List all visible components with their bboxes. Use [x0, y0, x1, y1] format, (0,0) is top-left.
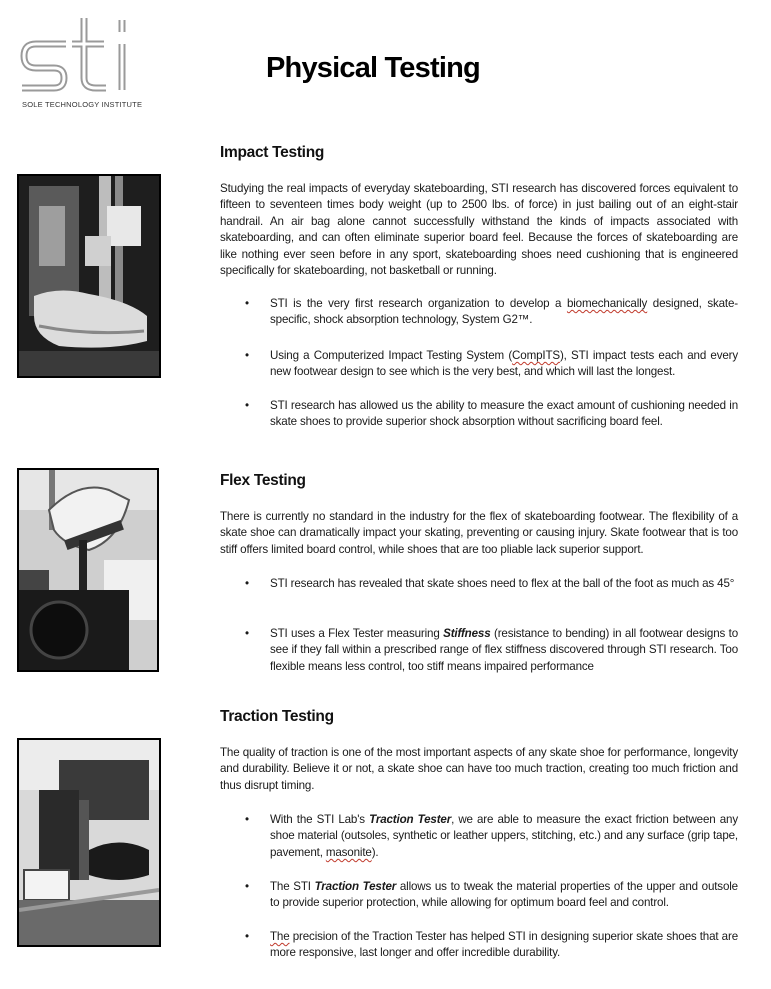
page-title: Physical Testing [266, 52, 480, 84]
bullet-dot: • [245, 930, 249, 943]
bullet-dot: • [245, 627, 249, 640]
list-item: • STI research has allowed us the ability to measure the exact amount of cushioning needed in skate shoes to provide superior shock absorption without sacrificing board feel. [245, 399, 738, 429]
flex-paragraph: There is currently no standard in the industry for the flex of skateboarding footwear. The flexibility of a skate shoe can dramatically impact your skating, preventing or causing injury. Skate footwear that is too stiff offers limited board control, while shoes that are too pliable lack superior support. [220, 510, 738, 556]
list-item: • With the STI Lab's Traction Tester, we are able to measure the exact friction between any shoe material (outsoles, synthetic or leather uppers, stitching, etc.) and any surface (grip tape, pavement, masonite). [245, 813, 738, 859]
sti-logo [18, 4, 138, 114]
bullet-dot: • [245, 880, 249, 893]
list-item: • STI uses a Flex Tester measuring Stiffness (resistance to bending) in all footwear designs to see if they fall within a prescribed range of flex stiffness discovered through STI research. Too flexible means less control, too stiff means impaired performance [245, 627, 738, 673]
list-item: • Using a Computerized Impact Testing System (CompITS), STI impact tests each and every new footwear design to see which is the very best, and which will last the longest. [245, 349, 738, 379]
bullet-dot: • [245, 577, 249, 590]
list-item: • The precision of the Traction Tester has helped STI in designing superior skate shoes that are more responsive, last longer and offer incredible durability. [245, 930, 738, 960]
section-heading-flex: Flex Testing [220, 472, 306, 489]
bullet-dot: • [245, 399, 249, 412]
list-item: • STI research has revealed that skate shoes need to flex at the ball of the foot as much as 45° [245, 576, 738, 592]
impact-test-photo [17, 174, 161, 378]
traction-paragraph: The quality of traction is one of the most important aspects of any skate shoe for performance, longevity and durability. Believe it or not, a skate shoe can have too much traction, creating too much friction and thus disrupt timing. [220, 746, 738, 792]
list-item: • STI is the very first research organization to develop a biomechanically designed, skate-specific, shock absorption technology, System G2™. [245, 297, 738, 327]
bullet-dot: • [245, 349, 249, 362]
logo-subtitle: SOLE TECHNOLOGY INSTITUTE [22, 100, 143, 109]
traction-test-photo [17, 738, 161, 947]
svg-text:sti: sti [18, 4, 19, 5]
bullet-dot: • [245, 297, 249, 310]
bullet-dot: • [245, 813, 249, 826]
section-heading-impact: Impact Testing [220, 144, 325, 161]
impact-paragraph: Studying the real impacts of everyday skateboarding, STI research has discovered forces equivalent to fifteen to seventeen times body weight (up to 2500 lbs. of force) in just bailing out of an eight-stair handrail. An air bag alone cannot successfully withstand the kinds of impacts associated with skateboarding, and can often eliminate superior board feel. Because the forces of skateboarding are like nothing ever seen before in any sport, skateboarding shoes need cushioning that is engineered specifically for skateboarding, not basketball or running. [220, 182, 738, 278]
section-heading-traction: Traction Testing [220, 708, 334, 725]
list-item: • The STI Traction Tester allows us to tweak the material properties of the upper and outsole to provide superior protection, while allowing for optimum board feel and control. [245, 880, 738, 910]
flex-test-photo [17, 468, 159, 672]
